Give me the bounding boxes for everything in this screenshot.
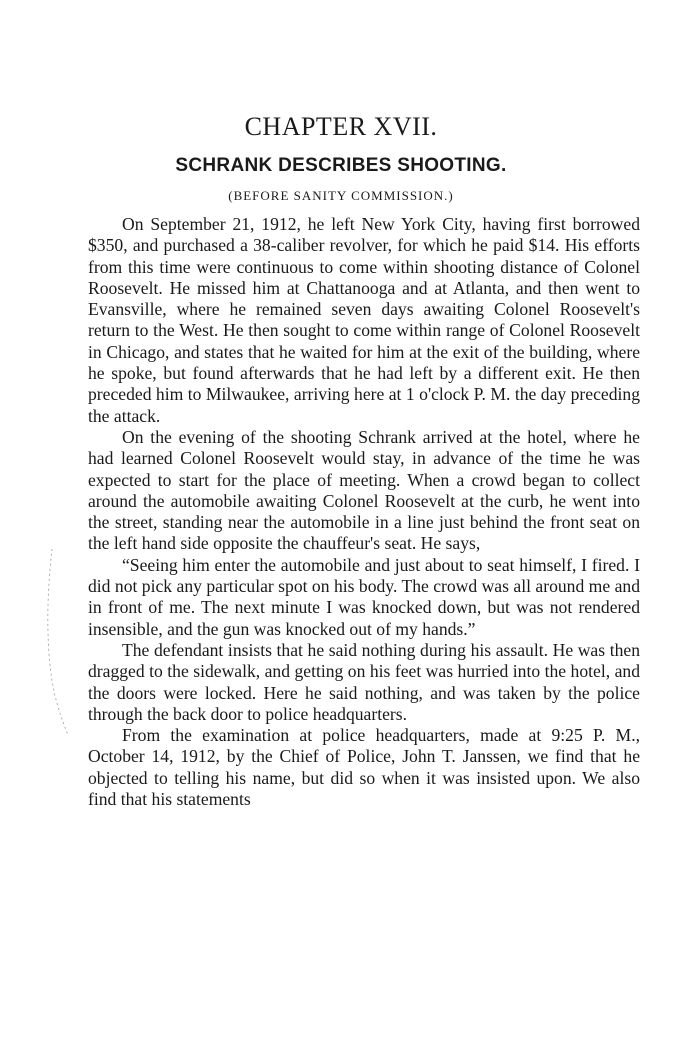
paragraph: From the examination at police headquarters, made at 9:25 P. M., October 14, 1912, by the Chief of Police, John T. Janssen, we find that he objected to telling his name, but did so when it was insisted upon. We also find that his statements xyxy=(88,725,640,810)
chapter-subtitle: (BEFORE SANITY COMMISSION.) xyxy=(228,188,454,203)
paragraph: The defendant insists that he said nothing during his assault. He was then dragged to the sidewalk, and getting on his feet was hurried into the hotel, and the doors were locked. Here he said nothing, and was taken by the police through the back door to police headquarters. xyxy=(88,639,640,724)
chapter-title: SCHRANK DESCRIBES SHOOTING. xyxy=(175,155,507,176)
paragraph: On the evening of the shooting Schrank arrived at the hotel, where he had learned Colonel Roosevelt would stay, in advance of the time he was expected to start for the place of meeting. When a crowd began to collect around the automobile awaiting Colonel Roosevelt at the curb, he went into the street, standing near the automobile in a line just behind the front seat on the left hand side opposite the chauffeur's seat. He says, xyxy=(88,426,640,554)
paragraph: On September 21, 1912, he left New York City, having first borrowed $350, and purchased a 38-caliber revolver, for which he paid $14. His efforts from this time were continuous to come within shooting distance of Colonel Roosevelt. He missed him at Chattanooga and at Atlanta, and then went to Evansville, where he remained seven days awaiting Colonel Roosevelt's return to the West. He then sought to come within range of Colonel Roosevelt in Chicago, and states that he waited for him at the exit of the building, where he spoke, but found afterwards that he had left by a different exit. He then preceded him to Milwaukee, arriving here at 1 o'clock P. M. the day preceding the attack. xyxy=(88,214,640,426)
margin-pencil-mark xyxy=(38,545,78,745)
chapter-number: CHAPTER XVII. xyxy=(244,112,438,141)
body-text xyxy=(88,214,640,810)
quote-paragraph: “Seeing him enter the automobile and just about to seat himself, I fired. I did not pick any particular spot on his body. The crowd was all around me and in front of me. The next minute I was knocked down, but was not rendered insensible, and the gun was knocked out of my hands.” xyxy=(88,554,640,639)
